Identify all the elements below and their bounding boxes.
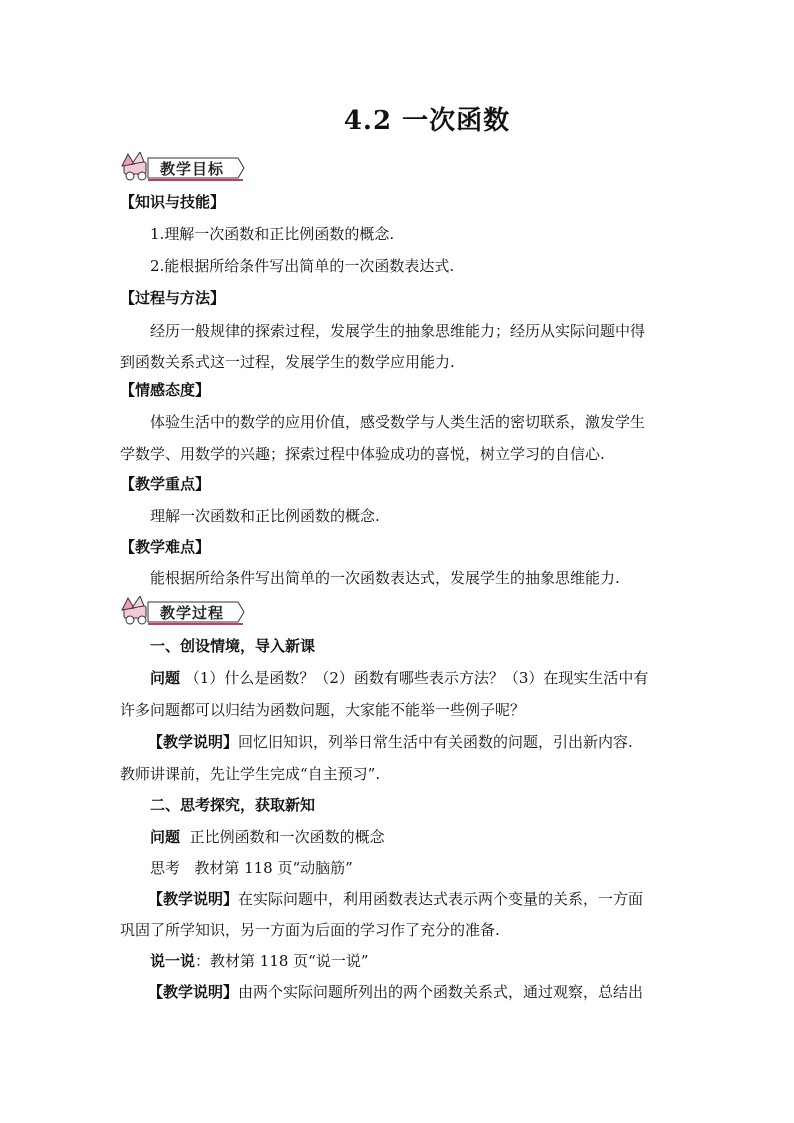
- question1-line-2: 许多问题都可以归结为函数问题，大家能不能举一些例子呢？: [120, 701, 526, 719]
- keypoint-line-1: 理解一次函数和正比例函数的概念.: [150, 507, 380, 525]
- step1-heading: 一、创设情境，导入新课: [150, 637, 316, 655]
- page-title: 4.2 一次函数: [343, 106, 511, 136]
- question2-text: 正比例函数和一次函数的概念: [189, 828, 385, 846]
- note1-line-1: [148, 732, 708, 754]
- question1-label: 问题: [150, 669, 181, 687]
- note1-text: 回忆旧知识，列举日常生活中有关函数的问题，引出新内容.: [238, 733, 633, 751]
- knowledge-item-2: 2.能根据所给条件写出简单的一次函数表达式.: [150, 257, 455, 275]
- difficulty-line-1: 能根据所给条件写出简单的一次函数表达式，发展学生的抽象思维能力.: [150, 569, 620, 587]
- note3-line-1: [148, 982, 708, 1004]
- section-banner-process: 教学过程: [118, 596, 248, 628]
- question1-text: （1）什么是函数？（2）函数有哪些表示方法？（3）在现实生活中有: [184, 669, 649, 687]
- think-line: [150, 858, 710, 880]
- difficulty-heading: 【教学难点】: [120, 538, 211, 556]
- keypoint-heading: 【教学重点】: [120, 475, 211, 493]
- question2-line: [150, 827, 710, 849]
- step2-heading: 二、思考探究，获取新知: [150, 796, 316, 814]
- method-line-2: 到函数关系式这一过程，发展学生的数学应用能力.: [120, 353, 455, 371]
- emotion-line-2: 学数学、用数学的兴趣；探索过程中体验成功的喜悦，树立学习的自信心.: [120, 445, 605, 463]
- note2-line-1: [148, 889, 708, 911]
- note1-line-2: 教师讲课前，先让学生完成“自主预习”.: [120, 765, 381, 783]
- note2-line-2: 巩固了所学知识，另一方面为后面的学习作了充分的准备.: [120, 921, 500, 939]
- method-heading: 【过程与方法】: [120, 289, 226, 307]
- say-text: ：教材第 118 页“说一说”: [195, 952, 369, 970]
- note2-label: 【教学说明】: [148, 890, 239, 908]
- knowledge-item-1: 1.理解一次函数和正比例函数的概念.: [150, 225, 395, 243]
- question2-label: 问题: [150, 828, 181, 846]
- note1-label: 【教学说明】: [148, 733, 239, 751]
- think-label: 思考: [150, 859, 181, 877]
- method-line-1: 经历一般规律的探索过程，发展学生的抽象思维能力；经历从实际问题中得: [150, 322, 646, 340]
- note3-label: 【教学说明】: [148, 983, 239, 1001]
- emotion-line-1: 体验生活中的数学的应用价值，感受数学与人类生活的密切联系，激发学生: [150, 413, 646, 431]
- say-line: [150, 951, 710, 973]
- section-banner-goals: 教学目标: [118, 152, 248, 184]
- say-label: 说一说: [150, 952, 196, 970]
- note3-text: 由两个实际问题所列出的两个函数关系式，通过观察，总结出: [238, 983, 644, 1001]
- emotion-heading: 【情感态度】: [120, 381, 211, 399]
- think-text: 教材第 118 页“动脑筋”: [194, 859, 353, 877]
- note2-text: 在实际问题中，利用函数表达式表示两个变量的关系，一方面: [238, 890, 644, 908]
- question1-line-1: [150, 668, 710, 690]
- knowledge-heading: 【知识与技能】: [120, 193, 226, 211]
